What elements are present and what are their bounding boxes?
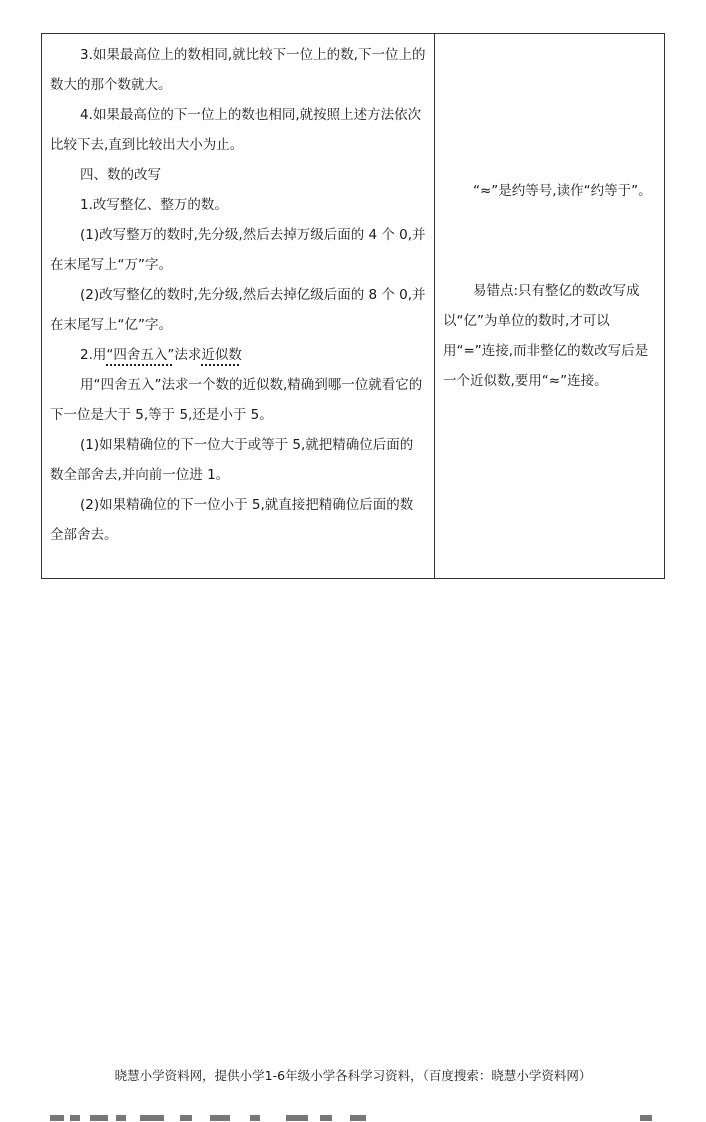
page-footer: 晓慧小学资料网，提供小学1-6年级小学各科学习资料，（百度搜索：晓慧小学资料网） [114,1068,592,1083]
cut-off-text-line [50,1112,656,1122]
notes-table [41,33,665,579]
emphasis-approx: 近似数 [201,347,242,363]
column-divider [434,34,435,578]
paragraph-compare-next-digit: 3.如果最高位上的数相同,就比较下一位上的数,下一位上的数大的那个数就大。 [50,47,426,93]
left-column [50,40,426,550]
paragraph-rewrite-wan: (1)改写整万的数时,先分级,然后去掉万级后面的 4 个 0,并在末尾写上“万”字。 [50,227,426,273]
note-approx-sign: “≈”是约等号,读作“约等于”。 [473,183,652,199]
subheading-rounding: 2.用“四舍五入”法求近似数 [80,347,242,363]
paragraph-compare-sequentially: 4.如果最高位的下一位上的数也相同,就按照上述方法依次比较下去,直到比较出大小为止。 [50,107,422,153]
subheading-rewrite-whole: 1.改写整亿、整万的数。 [80,197,228,213]
paragraph-round-up: (1)如果精确位的下一位大于或等于 5,就把精确位后面的数全部舍去,并向前一位进 1。 [50,437,414,483]
section-heading-rewrite: 四、数的改写 [80,167,161,183]
paragraph-rounding-rule: 用“四舍五入”法求一个数的近似数,精确到哪一位就看它的下一位是大于 5,等于 5,还是小于 5。 [50,377,423,423]
note-common-mistake: 易错点:只有整亿的数改写成以“亿”为单位的数时,才可以用“=”连接,而非整亿的数改写后是一个近似数,要用“≈”连接。 [443,283,649,389]
emphasis-rounding: “四舍五入” [106,347,175,363]
paragraph-round-down: (2)如果精确位的下一位小于 5,就直接把精确位后面的数全部舍去。 [50,497,414,543]
paragraph-rewrite-yi: (2)改写整亿的数时,先分级,然后去掉亿级后面的 8 个 0,并在末尾写上“亿”字。 [50,287,426,333]
